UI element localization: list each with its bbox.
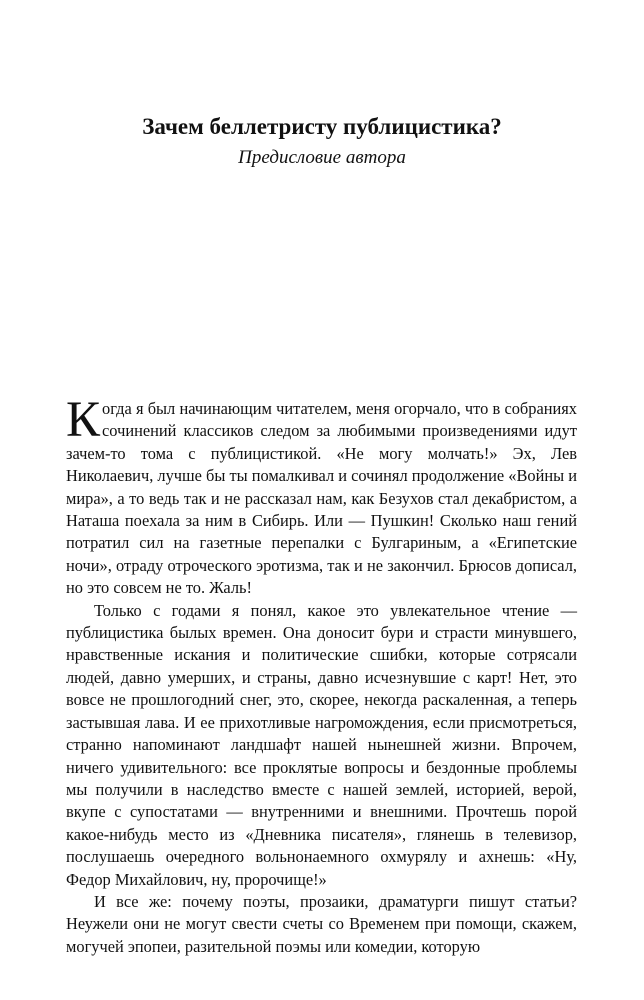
paragraph-1 [66, 392, 577, 600]
chapter-subtitle: Предисловие автора [238, 147, 406, 168]
drop-cap: К [66, 392, 101, 448]
paragraph-3: И все же: почему поэты, прозаики, драматурги пишут статьи? Неужели они не могут свести счеты со Временем при помощи, скажем, могучей эпопеи, разительной поэмы или комедии, которую [66, 891, 577, 956]
chapter-title: Зачем беллетристу публицистика? [142, 114, 502, 139]
paragraph-2: Только с годами я понял, какое это увлекательное чтение — публицистика былых времен. Она доносит бури и страсти минувшего, нравственные искания и политические сшибки, которые сотрясали людей, давно умерших, и страны, давно исчезнувшие с карт! Нет, это вовсе не прошлогодний снег, это, скорее, некогда раскаленная, а теперь застывшая лава. И ее прихотливые нагромождения, если присмотреться, странно напоминают ландшафт нашей нынешней жизни. Впрочем, ничего удивительного: все проклятые вопросы и бездонные проблемы мы получили в наследство вместе с нашей землей, историей, верой, вкупе с супостатами — внутренними и внешними. Прочтешь порой какое-нибудь место из «Дневника писателя», глянешь в телевизор, послушаешь очередного вольнонаемного охмурялу и ахнешь: «Ну, Федор Михайлович, ну, пророчище!» [66, 600, 577, 889]
paragraph-1-text: огда я был начинающим читателем, меня огорчало, что в собраниях сочинений классиков следом за любимыми произведениями идут зачем-то тома с публицистикой. «Не могу молчать!» Эх, Лев Николаевич, лучше бы ты помалкивал и сочинял продолжение «Войны и мира», а то ведь так и не рассказал нам, как Безухов стал декабристом, а Наташа поехала за ним в Сибирь. Или — Пушкин! Сколько наш гений потратил сил на газетные перепалки с Булгариным, а «Египетские ночи», отраду отроческого эротизма, так и не закончил. Брюсов дописал, но это совсем не то. Жаль! [66, 399, 577, 598]
body-text [66, 392, 577, 958]
